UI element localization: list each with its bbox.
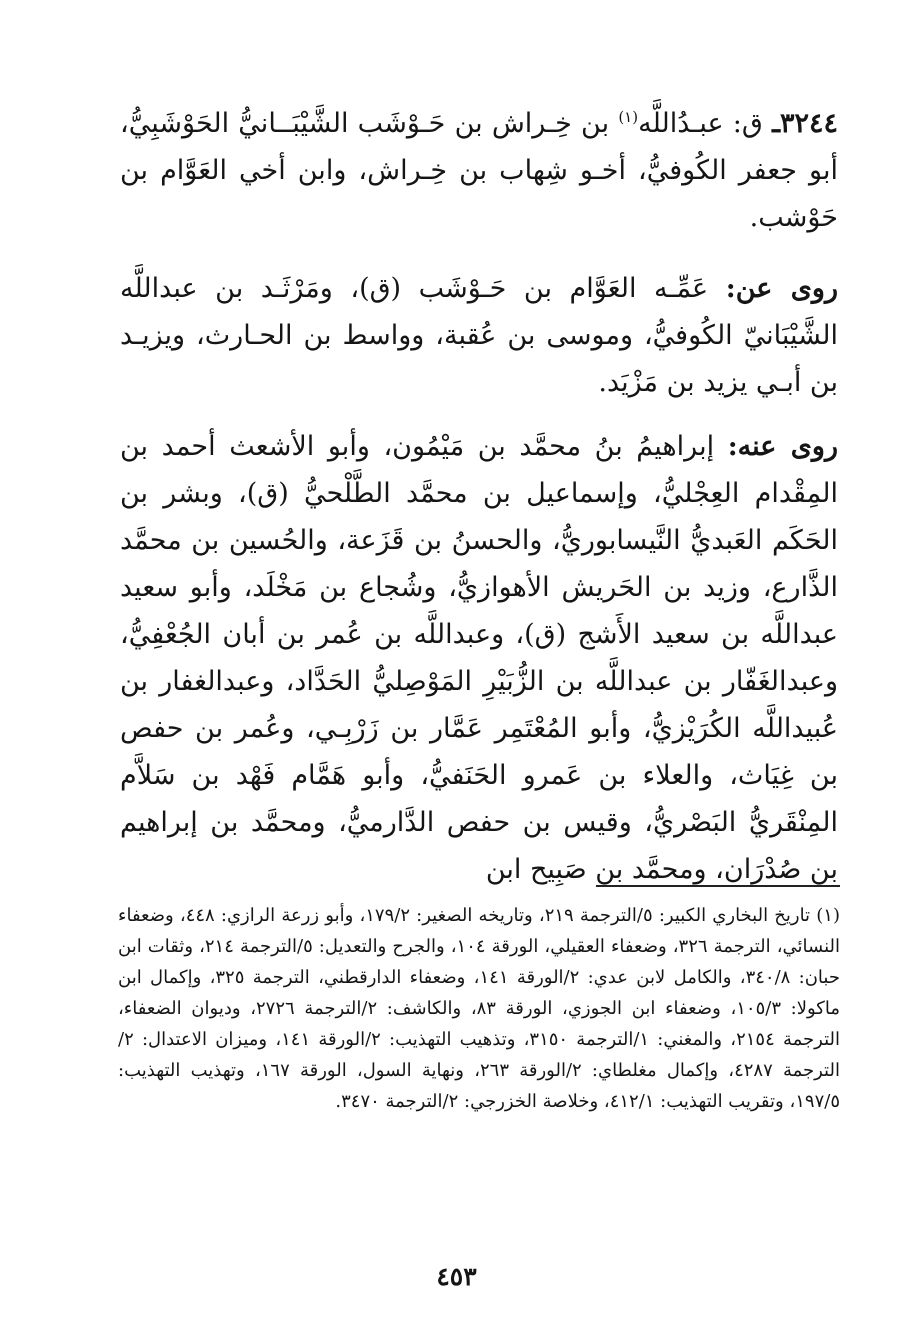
narrated-by-text: إبراهيمُ بنُ محمَّد بن مَيْمُون، وأبو الأشعث أحمد بن المِقْدام العِجْليُّ، وإسماعيل بن محمَّد الطَّلْحيُّ (ق)، وبشر بن الحَكَم العَبديُّ النَّيسابوريُّ، والحسنُ بن قَزَعة، والحُسين بن محمَّد الذَّارع، وزيد بن الحَريش الأهوازيُّ، وشُجاع بن مَخْلَد، وأبو سعيد عبداللَّه بن سعيد الأَشج (ق)، وعبداللَّه بن عُمر بن أبان الجُعْفِيُّ، وعبدالغَفّار بن عبداللَّه بن الزُّبَيْرِ المَوْصِليُّ الحَدَّاد، وعبدالغفار بن عُبيداللَّه الكُرَيْزيُّ، وأبو المُعْتَمِر عَمَّار بن زَرْبِـي، وعُمر بن حفص بن غِيَاث، والعلاء بن عَمرو الحَنَفيُّ، وأبو هَمَّام فَهْد بن سَلاَّم المِنْقَريُّ البَصْريُّ، وقيس بن حفص الدَّارميُّ، ومحمَّد بن إبراهيم بن صُدْرَان، ومحمَّد بن صَبِيح ابن — [120, 431, 839, 885]
narrated-by-paragraph — [120, 423, 838, 893]
footnote-text: تاريخ البخاري الكبير: ٥/الترجمة ٢١٩، وتاريخه الصغير: ١٧٩/٢، وأبو زرعة الرازي: ٤٤٨، وضعفاء النسائي، الترجمة ٣٢٦، وضعفاء العقيلي، الورقة ١٠٤، والجرح والتعديل: ٥/الترجمة ٢١٤، وثقات ابن حبان: ٣٤٠/٨، والكامل لابن عدي: ٢/الورقة ١٤١، وضعفاء الدارقطني، الترجمة ٣٢٥، وإكمال ابن ماكولا: ١٠٥/٣، وضعفاء ابن الجوزي، الورقة ٨٣، والكاشف: ٢/الترجمة ٢٧٢٦، وديوان الضعفاء، الترجمة ٢١٥٤، والمغني: ١/الترجمة ٣١٥٠، وتذهيب التهذيب: ٢/الورقة ١٤١، وميزان الاعتدال: ٢/الترجمة ٤٢٨٧، وإكمال مغلطاي: ٢/الورقة ٢٦٣، ونهاية السول، الورقة ١٦٧، وتهذيب التهذيب: ١٩٧/٥، وتقريب التهذيب: ٤١٢/١، وخلاصة الخزرجي: ٢/الترجمة ٣٤٧٠. — [118, 905, 840, 1112]
entry-name: عبـدُاللَّه — [638, 108, 724, 139]
entry-dash: ـ — [772, 108, 780, 139]
narrated-by-heading: روى عنه: — [727, 431, 839, 462]
entry-lineage: بن خِـراش بن حَـوْشَب الشَّيْبَــانيُّ الحَوْشَبِيُّ، أبو جعفر الكُوفيُّ، أخـو شِهاب بن خِـراش، وابن أخي العَوَّام بن حَوْشب. — [120, 108, 838, 233]
entry-code: ق: — [732, 108, 763, 139]
narrated-from-text: عَمِّـه العَوَّام بن حَـوْشَب (ق)، ومَرْثَـد بن عبداللَّه الشَّيْبَانيّ الكُوفيُّ، وموسى بن عُقبة، وواسط بن الحـارث، ويزيـد بن أبـي يزيد بن مَزْيَد. — [120, 273, 838, 398]
page-number: ٤٥٣ — [436, 1262, 477, 1291]
narrated-from-paragraph — [120, 265, 838, 406]
footnote — [118, 900, 840, 1117]
entry-number: ٣٢٤٤ — [779, 108, 838, 139]
footnote-reference-mark[interactable]: (١) — [618, 108, 639, 126]
footnote-marker: (١) — [816, 905, 840, 926]
narrated-from-heading: روى عن: — [725, 273, 838, 304]
footnote-separator — [596, 885, 840, 887]
entry-paragraph — [120, 100, 838, 241]
